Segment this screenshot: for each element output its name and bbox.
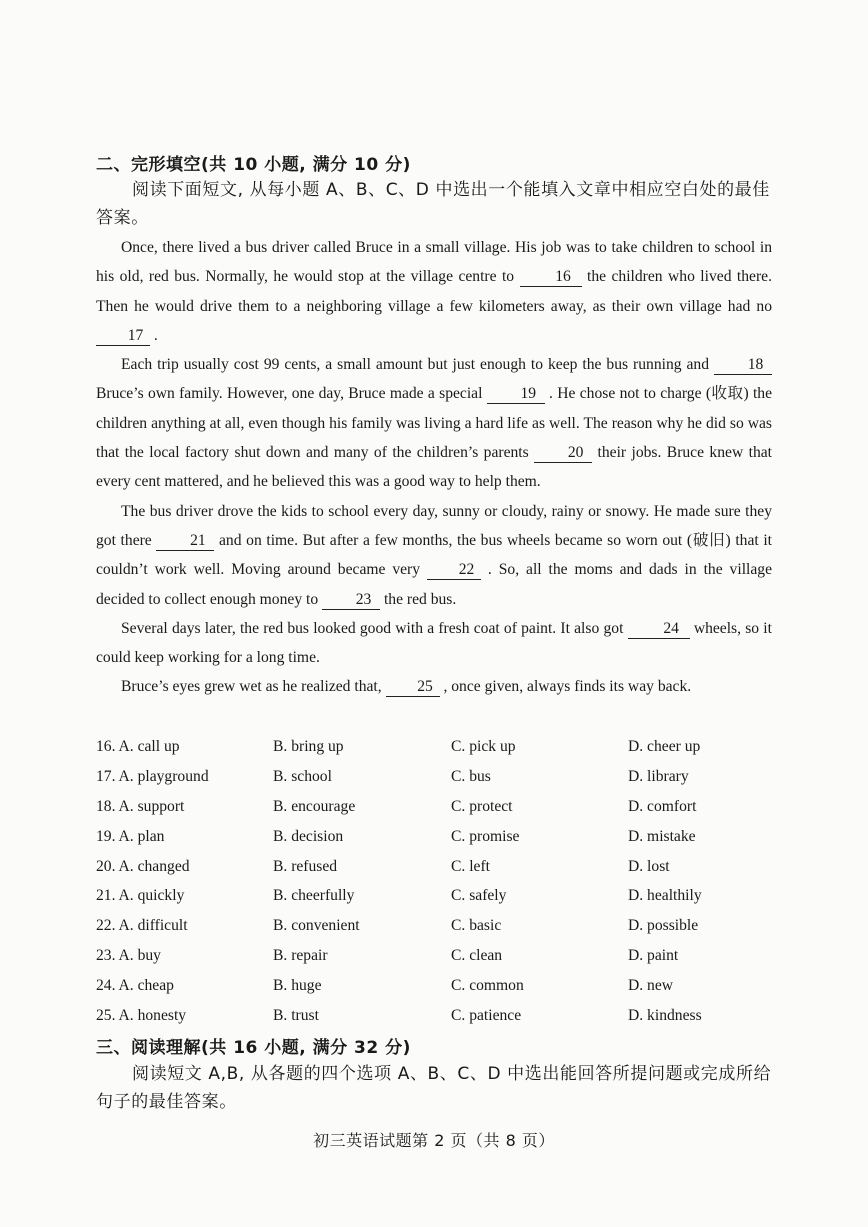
options-row-19 xyxy=(96,822,786,852)
option-a: 22. A. difficult xyxy=(96,917,188,935)
option-a: 18. A. support xyxy=(96,797,185,815)
options-row-23 xyxy=(96,941,786,971)
option-c: C. common xyxy=(451,977,524,995)
blank-20: 20 xyxy=(534,444,592,463)
passage-text: Bruce’s eyes grew wet as he realized that, xyxy=(121,678,386,696)
option-d: D. lost xyxy=(628,857,670,875)
blank-19: 19 xyxy=(487,385,545,404)
passage-paragraph-5 xyxy=(96,672,772,701)
option-b: B. bring up xyxy=(273,738,344,755)
answer-options xyxy=(96,732,786,1031)
section2-instruction: 阅读下面短文, 从每小题 A、B、C、D 中选出一个能填入文章中相应空白处的最佳答案。 xyxy=(96,180,770,228)
option-b: B. school xyxy=(273,767,332,785)
passage-text: Each trip usually cost 99 cents, a small amount but just enough to keep the bus running and xyxy=(121,356,714,374)
option-d: D. healthily xyxy=(628,887,702,905)
option-a: 24. A. cheap xyxy=(96,977,174,995)
option-b: B. trust xyxy=(273,1007,319,1025)
passage-text: . He chose not to charge (收取) the children anything at all, even though his family was living a hard life as well. The reason why he did so was that the local factory shut down and many of the children’s parents xyxy=(96,385,772,462)
blank-18: 18 xyxy=(714,356,772,375)
options-row-16 xyxy=(96,732,786,762)
option-b: B. refused xyxy=(273,857,338,875)
option-d: D. library xyxy=(628,767,689,785)
options-row-18 xyxy=(96,792,786,822)
passage-paragraph-4 xyxy=(96,614,772,673)
blank-17: 17 xyxy=(96,327,150,346)
option-d: D. cheer up xyxy=(628,738,701,755)
passage-text: the red bus. xyxy=(380,590,457,608)
passage-text: . xyxy=(150,326,158,344)
option-a: 23. A. buy xyxy=(96,947,161,965)
blank-16: 16 xyxy=(520,268,582,287)
options-row-25 xyxy=(96,1001,786,1031)
blank-21: 21 xyxy=(156,532,214,551)
option-c: C. patience xyxy=(451,1007,522,1025)
option-d: D. possible xyxy=(628,917,699,935)
option-b: B. encourage xyxy=(273,797,356,815)
option-c: C. left xyxy=(451,857,490,875)
blank-23: 23 xyxy=(322,591,380,610)
passage-paragraph-1 xyxy=(96,233,772,350)
section3-instruction: 阅读短文 A,B, 从各题的四个选项 A、B、C、D 中选出能回答所提问题或完成所给句子的最佳答案。 xyxy=(96,1064,772,1112)
option-a: 20. A. changed xyxy=(96,857,190,875)
option-b: B. huge xyxy=(273,977,322,995)
option-c: C. pick up xyxy=(451,738,516,755)
cloze-passage xyxy=(96,233,772,702)
passage-text: Bruce’s own family. However, one day, Bruce made a special xyxy=(96,385,487,403)
blank-22: 22 xyxy=(427,561,481,580)
option-d: D. paint xyxy=(628,947,679,965)
options-row-17 xyxy=(96,762,786,792)
passage-paragraph-2 xyxy=(96,350,772,496)
option-c: C. protect xyxy=(451,797,513,815)
page-footer: 初三英语试题第 2 页（共 8 页） xyxy=(313,1131,555,1150)
option-d: D. comfort xyxy=(628,797,697,815)
option-c: C. clean xyxy=(451,947,503,965)
passage-text: . So, all the moms and dads in the village decided to collect enough money to xyxy=(96,561,772,608)
options-row-24 xyxy=(96,971,786,1001)
option-b: B. convenient xyxy=(273,917,360,935)
passage-text: The bus driver drove the kids to school every day, sunny or cloudy, rainy or snowy. He made sure they got there xyxy=(96,502,772,549)
passage-text: Once, there lived a bus driver called Bruce in a small village. His job was to take children to school in his old, red bus. Normally, he would stop at the village centre to xyxy=(96,239,772,286)
passage-text: Several days later, the red bus looked good with a fresh coat of paint. It also got xyxy=(121,619,628,637)
option-d: D. mistake xyxy=(628,827,696,845)
blank-25: 25 xyxy=(386,678,440,697)
passage-text: the children who lived there. Then he would drive them to a neighboring village a few kilometers away, as their own village had no xyxy=(96,268,772,315)
passage-text: , once given, always finds its way back. xyxy=(439,678,692,696)
option-c: C. bus xyxy=(451,767,491,785)
option-c: C. basic xyxy=(451,917,502,935)
passage-paragraph-3 xyxy=(96,497,772,614)
passage-text: their jobs. Bruce knew that every cent mattered, and he believed this was a good way to help them. xyxy=(96,444,772,491)
option-c: C. safely xyxy=(451,887,507,905)
option-b: B. repair xyxy=(273,947,328,965)
section3-heading: 三、阅读理解(共 16 小题, 满分 32 分) xyxy=(96,1038,411,1058)
passage-text: wheels, so it could keep working for a long time. xyxy=(96,619,772,667)
option-a: 21. A. quickly xyxy=(96,887,185,905)
option-d: D. kindness xyxy=(628,1007,702,1025)
option-a: 25. A. honesty xyxy=(96,1007,187,1025)
passage-text: and on time. But after a few months, the bus wheels became so worn out (破旧) that it couldn’t work well. Moving around became very xyxy=(96,531,772,579)
options-row-20 xyxy=(96,852,786,882)
options-row-22 xyxy=(96,911,786,941)
option-c: C. promise xyxy=(451,827,520,845)
section2-heading: 二、完形填空(共 10 小题, 满分 10 分) xyxy=(96,155,411,175)
option-a: 17. A. playground xyxy=(96,767,209,785)
option-d: D. new xyxy=(628,977,674,995)
option-b: B. cheerfully xyxy=(273,887,355,905)
option-a: 16. A. call up xyxy=(96,738,180,755)
options-row-21 xyxy=(96,881,786,911)
option-a: 19. A. plan xyxy=(96,827,165,845)
option-b: B. decision xyxy=(273,827,344,845)
blank-24: 24 xyxy=(628,620,690,639)
